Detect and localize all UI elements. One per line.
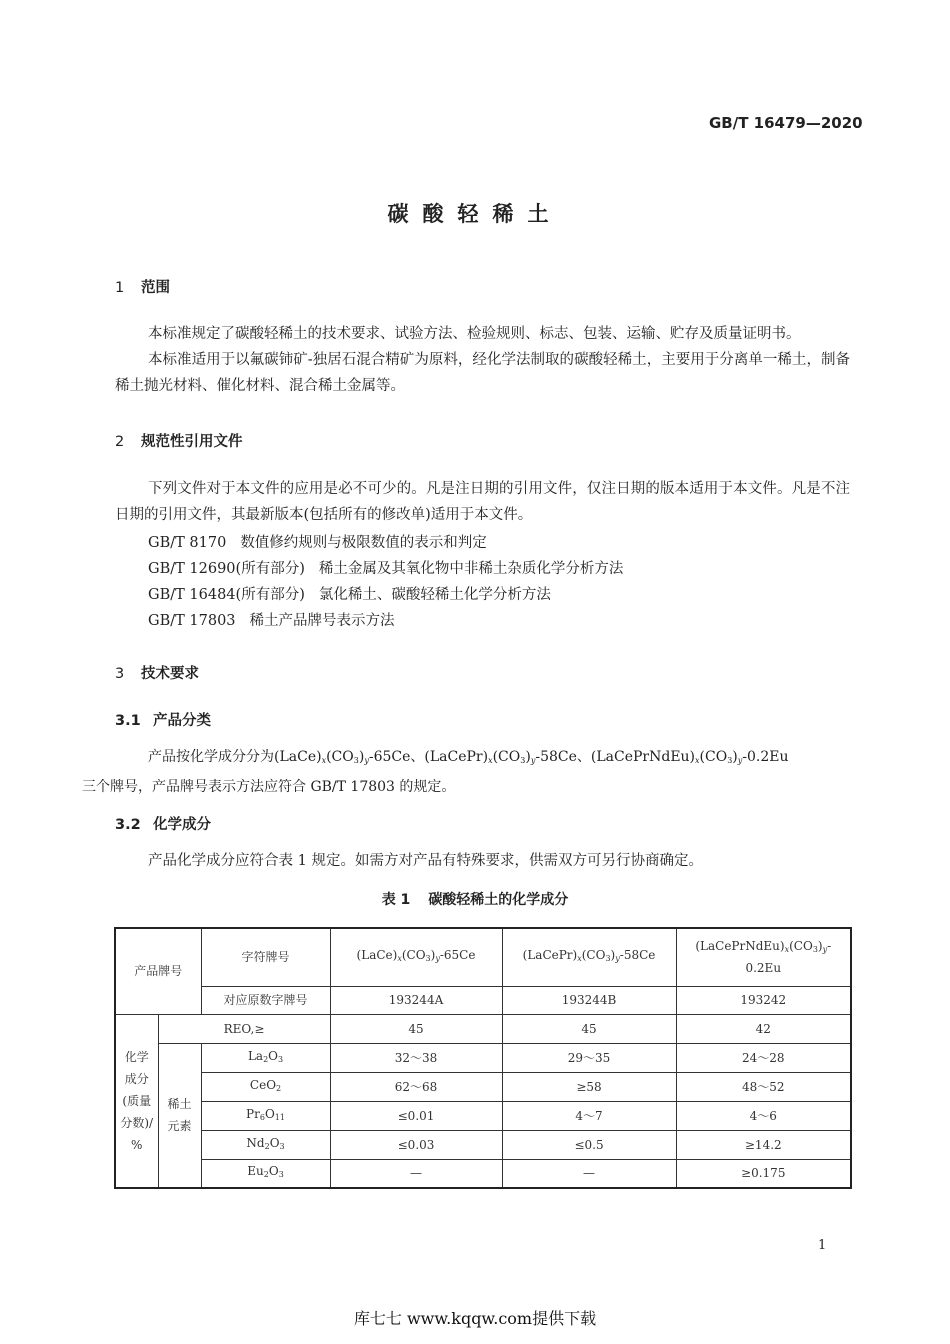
section-heading-1: 1 范围 [115, 280, 170, 296]
table-cell: ≤0.03 [330, 1130, 502, 1159]
table-cell: 193244A [330, 986, 502, 1014]
table-row [115, 1101, 851, 1130]
table-caption: 表 1 碳酸轻稀土的化学成分 [381, 892, 569, 908]
table-cell: 45 [502, 1014, 676, 1043]
page-title: 碳酸轻稀土 [387, 202, 563, 226]
table-cell: 32～38 [330, 1043, 502, 1072]
table-row [115, 986, 851, 1014]
footer-watermark[interactable]: 库七七 www.kqqw.com提供下载 [353, 1309, 597, 1328]
table-cell: 4～6 [676, 1101, 851, 1130]
section-3-2-paragraph: 产品化学成分应符合表 1 规定。如需方对产品有特殊要求，供需双方可另行协商确定。 [148, 853, 703, 869]
reference-item: GB/T 16484(所有部分) 氯化稀土、碳酸轻稀土化学分析方法 [148, 587, 551, 603]
header-char-grade: 字符牌号 [201, 928, 330, 986]
section-heading-3: 3 技术要求 [115, 666, 199, 682]
reo-label: REO,≥ [158, 1014, 330, 1043]
section-3-1-paragraph: 产品按化学成分分为$(LaCe)x(CO_3)y-65Ce$、$(LaCePr)x(CO_3)y-58Ce$、$(LaCePrNdEu)x(CO_3)y-0.2Eu$ 三个牌号，产品牌号表示方法应符合 GB/T 17803 的规定。 [82, 749, 789, 795]
table-cell: ≥14.2 [676, 1130, 851, 1159]
reference-item: GB/T 17803 稀土产品牌号表示方法 [148, 613, 395, 629]
element-label: $Pr_6O_{11}$ [201, 1101, 330, 1130]
section-2-paragraph-1: 下列文件对于本文件的应用是必不可少的。凡是注日期的引用文件，仅注日期的版本适用于本文件。凡是不注日期的引用文件，其最新版本(包括所有的修改单)适用于本文件。 [115, 481, 850, 523]
table-cell: 48～52 [676, 1072, 851, 1101]
table-row [115, 1072, 851, 1101]
element-label: $La_2O_3$ [201, 1043, 330, 1072]
table-cell: 24～28 [676, 1043, 851, 1072]
table-cell: — [502, 1159, 676, 1188]
section-1-paragraph-1: 本标准规定了碳酸轻稀土的技术要求、试验方法、检验规则、标志、包装、运输、贮存及质量证明书。 [148, 326, 801, 342]
table-cell: 29～35 [502, 1043, 676, 1072]
group-label-composition: 化学 成分 (质量 分数)/ % [115, 1014, 158, 1188]
table-cell: 4～7 [502, 1101, 676, 1130]
group-label-rare-earth: 稀土 元素 [158, 1043, 201, 1188]
table-cell: 45 [330, 1014, 502, 1043]
reference-item: GB/T 8170 数值修约规则与极限数值的表示和判定 [148, 535, 487, 551]
grade-col-3: $(LaCePrNdEu)x(CO_3)y-$ 0.2Eu [676, 928, 851, 986]
grade-col-2: $(LaCePr)x(CO_3)y-58Ce$ [502, 928, 676, 986]
table-cell: ≥58 [502, 1072, 676, 1101]
table-cell: — [330, 1159, 502, 1188]
table-cell: ≤0.5 [502, 1130, 676, 1159]
table-row [115, 928, 851, 986]
element-label: CeO$_2$ [201, 1072, 330, 1101]
table-row [115, 1014, 851, 1043]
table-cell: ≤0.01 [330, 1101, 502, 1130]
table-cell: 62～68 [330, 1072, 502, 1101]
table-cell: ≥0.175 [676, 1159, 851, 1188]
table-cell: 42 [676, 1014, 851, 1043]
element-label: $Nd_2O_3$ [201, 1130, 330, 1159]
section-heading-2: 2 规范性引用文件 [115, 434, 243, 450]
table-row [115, 1159, 851, 1188]
element-label: $Eu_2O_3$ [201, 1159, 330, 1188]
standard-number: GB/T 16479—2020 [709, 114, 863, 132]
reference-item: GB/T 12690(所有部分) 稀土金属及其氧化物中非稀土杂质化学分析方法 [148, 561, 624, 577]
table-cell: 193242 [676, 986, 851, 1014]
page-number: 1 [818, 1238, 827, 1253]
section-heading-3-1: 3.1 产品分类 [115, 713, 211, 729]
composition-table [114, 927, 852, 1189]
grade-col-1: $(LaCe)x(CO_3)y-65Ce$ [330, 928, 502, 986]
table-row [115, 1043, 851, 1072]
table-cell: 193244B [502, 986, 676, 1014]
header-product-grade: 产品牌号 [115, 928, 201, 1014]
header-digit-grade: 对应原数字牌号 [201, 986, 330, 1014]
section-1-paragraph-2: 本标准适用于以氟碳铈矿-独居石混合精矿为原料，经化学法制取的碳酸轻稀土，主要用于分离单一稀土，制备稀土抛光材料、催化材料、混合稀土金属等。 [115, 352, 850, 394]
section-heading-3-2: 3.2 化学成分 [115, 817, 211, 833]
table-row [115, 1130, 851, 1159]
